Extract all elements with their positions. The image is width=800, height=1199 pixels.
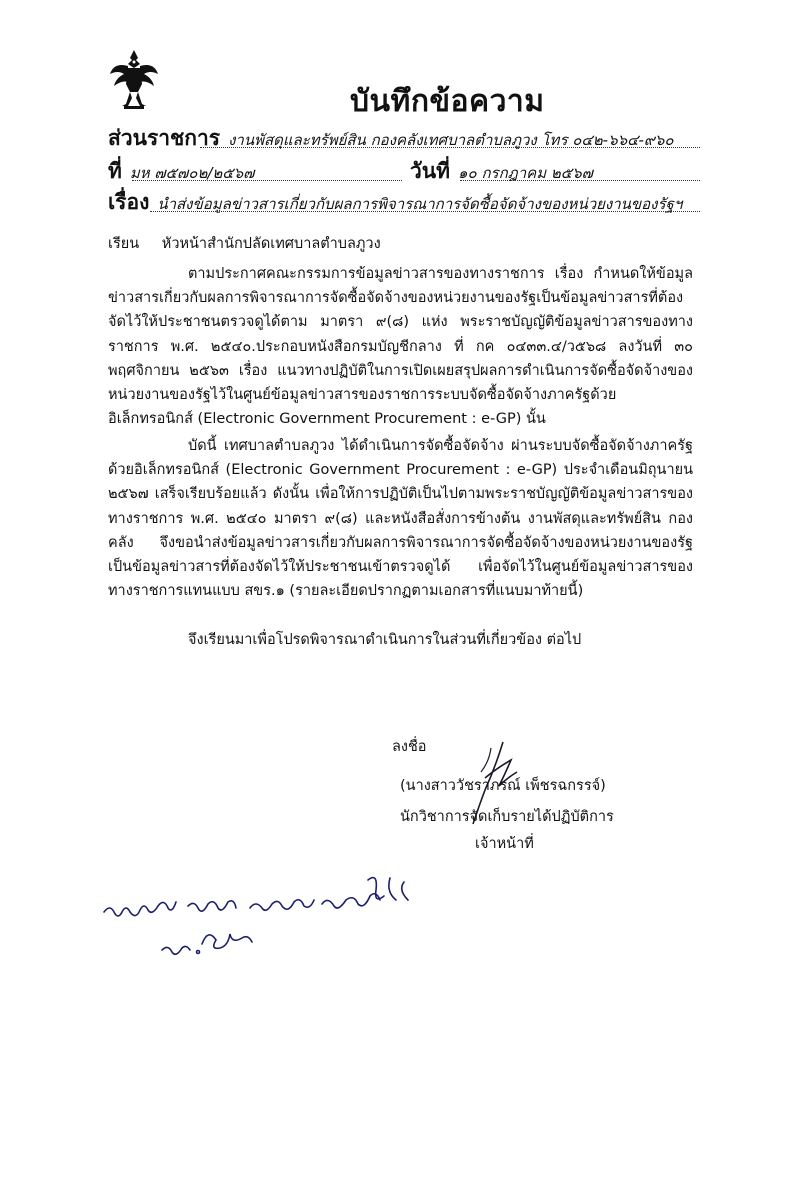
salutation-label: เรียน	[108, 236, 140, 252]
department-row	[108, 122, 674, 155]
date-row	[410, 155, 593, 188]
sign-label: ลงชื่อ	[392, 739, 427, 755]
signer-role: เจ้าหน้าที่	[475, 836, 534, 852]
reference-value: มห ๗๕๗๐๒/๒๕๖๗	[129, 164, 255, 182]
date-value: ๑๐ กรกฎาคม ๒๕๖๗	[458, 164, 593, 182]
subject-dotted-line	[150, 211, 700, 212]
salutation-value: หัวหน้าสำนักปลัดเทศบาลตำบลภูวง	[161, 236, 381, 252]
signer-position: นักวิชาการจัดเก็บรายได้ปฏิบัติการ	[400, 809, 614, 825]
salutation	[108, 232, 381, 255]
reference-row	[108, 155, 254, 188]
closing-line: จึงเรียนมาเพื่อโปรดพิจารณาดำเนินการในส่วนที่เกี่ยวข้อง ต่อไป	[188, 632, 582, 648]
subject-label: เรื่อง	[108, 190, 150, 214]
body-paragraph-2: บัดนี้ เทศบาลตำบลภูวง ได้ดำเนินการจัดซื้อจัดจ้าง ผ่านระบบจัดซื้อจัดจ้างภาครัฐด้วยอิเล็กทรอนิกส์ (Electronic Government Procurement : e-GP) ประจำเดือนมิถุนายน ๒๕๖๗ เสร็จเรียบร้อยแล้ว ดังนั้น เพื่อให้การปฏิบัติเป็นไปตามพระราชบัญญัติข้อมูลข่าวสารของทางราชการ พ.ศ. ๒๕๔๐ มาตรา ๙(๘) และหนังสือสั่งการข้างต้น งานพัสดุและทรัพย์สิน กองคลัง จึงขอนำส่งข้อมูลข่าวสารเกี่ยวกับผลการพิจารณาการจัดซื้อจัดจ้างของหน่วยงานของรัฐเป็นข้อมูลข่าวสารที่ต้องจัดไว้ให้ประชาชนเข้าตรวจดูได้ เพื่อจัดไว้ในศูนย์ข้อมูลข่าวสารของทางราชการแทนแบบ สขร.๑ (รายละเอียดปรากฏตามเอกสารที่แนบมาท้ายนี้)	[108, 438, 693, 600]
body-paragraph-1: ตามประกาศคณะกรรมการข้อมูลข่าวสารของทางราชการ เรื่อง กำหนดให้ข้อมูลข่าวสารเกี่ยวกับผลการพิจารณาการจัดซื้อจัดจ้างของหน่วยงานของรัฐเป็นข้อมูลข่าวสารที่ต้องจัดไว้ให้ประชาชนตรวจดูได้ตาม มาตรา ๙(๘) แห่ง พระราชบัญญัติข้อมูลข่าวสารของทางราชการ พ.ศ. ๒๕๔๐.ประกอบหนังสือกรมบัญชีกลาง ที่ กค ๐๔๓๓.๔/ว๕๖๘ ลงวันที่ ๓๐ พฤศจิกายน ๒๕๖๓ เรื่อง แนวทางปฏิบัติในการเปิดเผยสรุปผลการดำเนินการจัดซื้อจัดจ้างของหน่วยงานของรัฐไว้ในศูนย์ข้อมูลข่าวสารของราชการระบบจัดซื้อจัดจ้างภาครัฐด้วยอิเล็กทรอนิกส์ (Electronic Government Procurement : e-GP) นั้น	[108, 266, 693, 428]
memo-title: บันทึกข้อความ	[350, 84, 545, 119]
handwritten-note-scribble-icon	[100, 872, 430, 982]
reference-dotted-line	[132, 180, 402, 181]
date-label: วันที่	[410, 159, 450, 183]
subject-value: นำส่งข้อมูลข่าวสารเกี่ยวกับผลการพิจารณาการจัดซื้อจัดจ้างของหน่วยงานของรัฐฯ	[157, 195, 683, 213]
department-value: งานพัสดุและทรัพย์สิน กองคลังเทศบาลตำบลภูวง โทร ๐๔๒-๖๖๔-๙๖๐	[228, 131, 674, 149]
handwritten-note	[100, 872, 430, 982]
date-dotted-line	[460, 180, 700, 181]
garuda-emblem-icon	[108, 48, 160, 110]
subject-row	[108, 186, 682, 219]
signer-name: (นางสาววัชราภรณ์ เพ็ชรฉกรรจ์)	[400, 778, 606, 794]
department-dotted-line	[200, 147, 700, 148]
department-label: ส่วนราชการ	[108, 126, 221, 150]
reference-label: ที่	[108, 159, 122, 183]
